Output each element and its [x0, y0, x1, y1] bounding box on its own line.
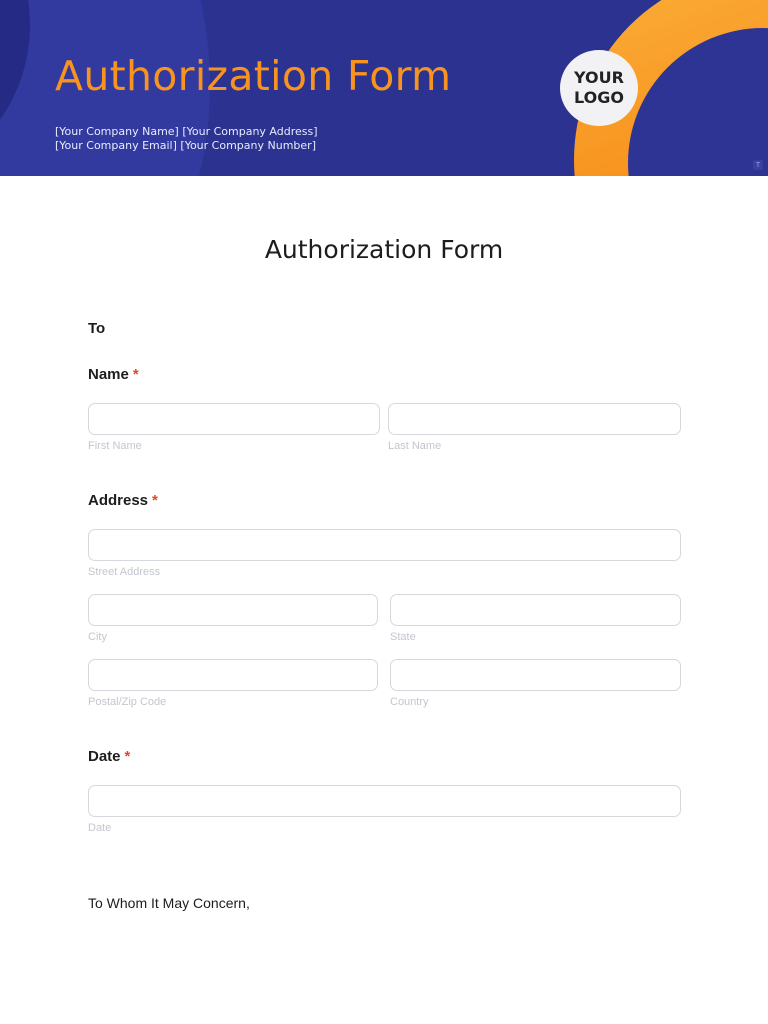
postal-code-hint: Postal/Zip Code — [88, 696, 167, 708]
logo-text-line1: YOUR — [574, 68, 624, 87]
logo-text-line2: LOGO — [574, 88, 624, 107]
city-input[interactable] — [88, 594, 378, 626]
header-title: Authorization Form — [55, 52, 452, 100]
street-address-hint: Street Address — [88, 566, 161, 578]
required-mark: * — [124, 748, 131, 765]
date-label-text: Date — [88, 748, 121, 765]
first-name-input[interactable] — [88, 403, 380, 435]
country-hint: Country — [390, 696, 429, 708]
template-mark-icon: T — [753, 160, 763, 170]
company-info-line2: [Your Company Email] [Your Company Number] — [55, 139, 316, 152]
header-banner — [0, 0, 768, 176]
to-label: To — [88, 320, 106, 337]
country-input[interactable] — [390, 659, 681, 691]
address-label-text: Address — [88, 492, 149, 509]
document-title: Authorization Form — [264, 235, 504, 264]
date-hint: Date — [88, 822, 112, 834]
required-mark: * — [152, 492, 158, 509]
first-name-hint: First Name — [88, 440, 142, 452]
name-label-text: Name — [88, 366, 129, 383]
state-hint: State — [390, 631, 416, 643]
street-address-input[interactable] — [88, 529, 681, 561]
date-input[interactable] — [88, 785, 681, 817]
company-logo — [560, 50, 638, 126]
company-info-line1: [Your Company Name] [Your Company Address] — [55, 125, 318, 138]
city-hint: City — [88, 631, 107, 643]
postal-code-input[interactable] — [88, 659, 378, 691]
address-label — [88, 492, 158, 509]
date-label — [88, 748, 130, 765]
last-name-input[interactable] — [388, 403, 681, 435]
required-mark: * — [132, 366, 139, 383]
state-input[interactable] — [390, 594, 681, 626]
name-label — [88, 366, 139, 383]
closing-salutation: To Whom It May Concern, — [88, 895, 250, 911]
company-info — [55, 125, 318, 153]
last-name-hint: Last Name — [388, 440, 442, 452]
